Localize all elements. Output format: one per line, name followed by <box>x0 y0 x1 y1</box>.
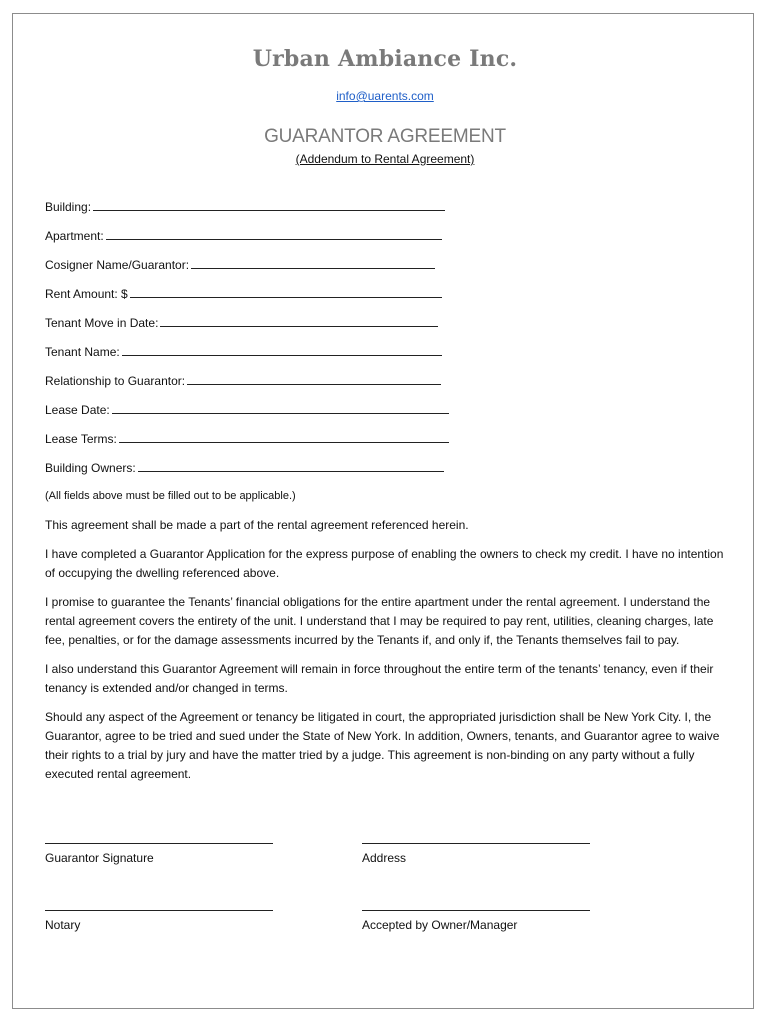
paragraph: I promise to guarantee the Tenants’ financial obligations for the entire apartment under the rental agreement. I understand the rental agreement covers the entirety of the unit. I understand that I may be required to pay rent, utilities, cleaning charges, late fee, penalties, or for the damage assessments incurred by the Tenants if, and only if, the Tenants themselves fail to pay. <box>45 595 714 647</box>
field-label: Apartment: <box>45 229 104 243</box>
email-link-wrapper <box>0 89 770 103</box>
paragraph: I also understand this Guarantor Agreement will remain in force throughout the entire term of the tenants’ tenancy, even if their tenancy is extended and/or changed in terms. <box>45 662 714 695</box>
field-label: Cosigner Name/Guarantor: <box>45 258 190 272</box>
fill-in-line[interactable] <box>122 344 442 356</box>
signature-line[interactable] <box>362 837 590 844</box>
document-subtitle: (Addendum to Rental Agreement) <box>295 152 475 166</box>
field-label: Building Owners: <box>45 461 136 475</box>
field-apartment <box>45 228 465 257</box>
form-fields <box>45 199 465 489</box>
fill-in-line[interactable] <box>93 199 445 211</box>
field-lease-date <box>45 402 465 431</box>
field-move-in-date <box>45 315 465 344</box>
field-label: Tenant Move in Date: <box>45 316 159 330</box>
signature-line[interactable] <box>45 837 273 844</box>
fill-in-line[interactable] <box>130 286 442 298</box>
signature-label: Notary <box>45 918 81 932</box>
owner-acceptance-block <box>362 904 590 932</box>
signature-line[interactable] <box>45 904 273 911</box>
signature-label: Accepted by Owner/Manager <box>362 918 518 932</box>
fill-in-line[interactable] <box>138 460 444 472</box>
fill-in-line[interactable] <box>187 373 441 385</box>
paragraph: I have completed a Guarantor Application for the express purpose of enabling the owners to check my credit. I have no intention of occupying the dwelling referenced above. <box>45 547 724 580</box>
paragraph: This agreement shall be made a part of the rental agreement referenced herein. <box>45 518 469 532</box>
agreement-body <box>45 516 725 794</box>
signature-label: Address <box>362 851 407 865</box>
field-label: Lease Terms: <box>45 432 117 446</box>
fill-in-line[interactable] <box>160 315 438 327</box>
field-label: Rent Amount: $ <box>45 287 128 301</box>
field-label: Lease Date: <box>45 403 110 417</box>
fill-in-line[interactable] <box>191 257 435 269</box>
signature-line[interactable] <box>362 904 590 911</box>
paragraph: Should any aspect of the Agreement or tenancy be litigated in court, the appropriated jurisdiction shall be New York City. I, the Guarantor, agree to be tried and sued under the State of New York. In addition, Owners, tenants, and Guarantor agree to waive their rights to a trial by jury and have the matter tried by a judge. This agreement is non-binding on any party without a fully executed rental agreement. <box>45 710 720 781</box>
field-label: Relationship to Guarantor: <box>45 374 186 388</box>
guarantor-signature-block <box>45 837 273 865</box>
field-building-owners <box>45 460 465 489</box>
field-relationship <box>45 373 465 402</box>
notary-block <box>45 904 273 932</box>
fill-in-line[interactable] <box>119 431 449 443</box>
fields-note: (All fields above must be filled out to be applicable.) <box>45 490 296 502</box>
field-tenant-name <box>45 344 465 373</box>
email-link[interactable]: info@uarents.com <box>336 89 434 103</box>
fill-in-line[interactable] <box>106 228 442 240</box>
field-label: Building: <box>45 200 92 214</box>
field-rent-amount <box>45 286 465 315</box>
address-block <box>362 837 590 865</box>
field-lease-terms <box>45 431 465 460</box>
document-title: GUARANTOR AGREEMENT <box>264 126 506 147</box>
company-name: Urban Ambiance Inc. <box>252 46 518 72</box>
signature-label: Guarantor Signature <box>45 851 154 865</box>
field-label: Tenant Name: <box>45 345 120 359</box>
fill-in-line[interactable] <box>112 402 449 414</box>
field-building <box>45 199 465 228</box>
field-cosigner <box>45 257 465 286</box>
